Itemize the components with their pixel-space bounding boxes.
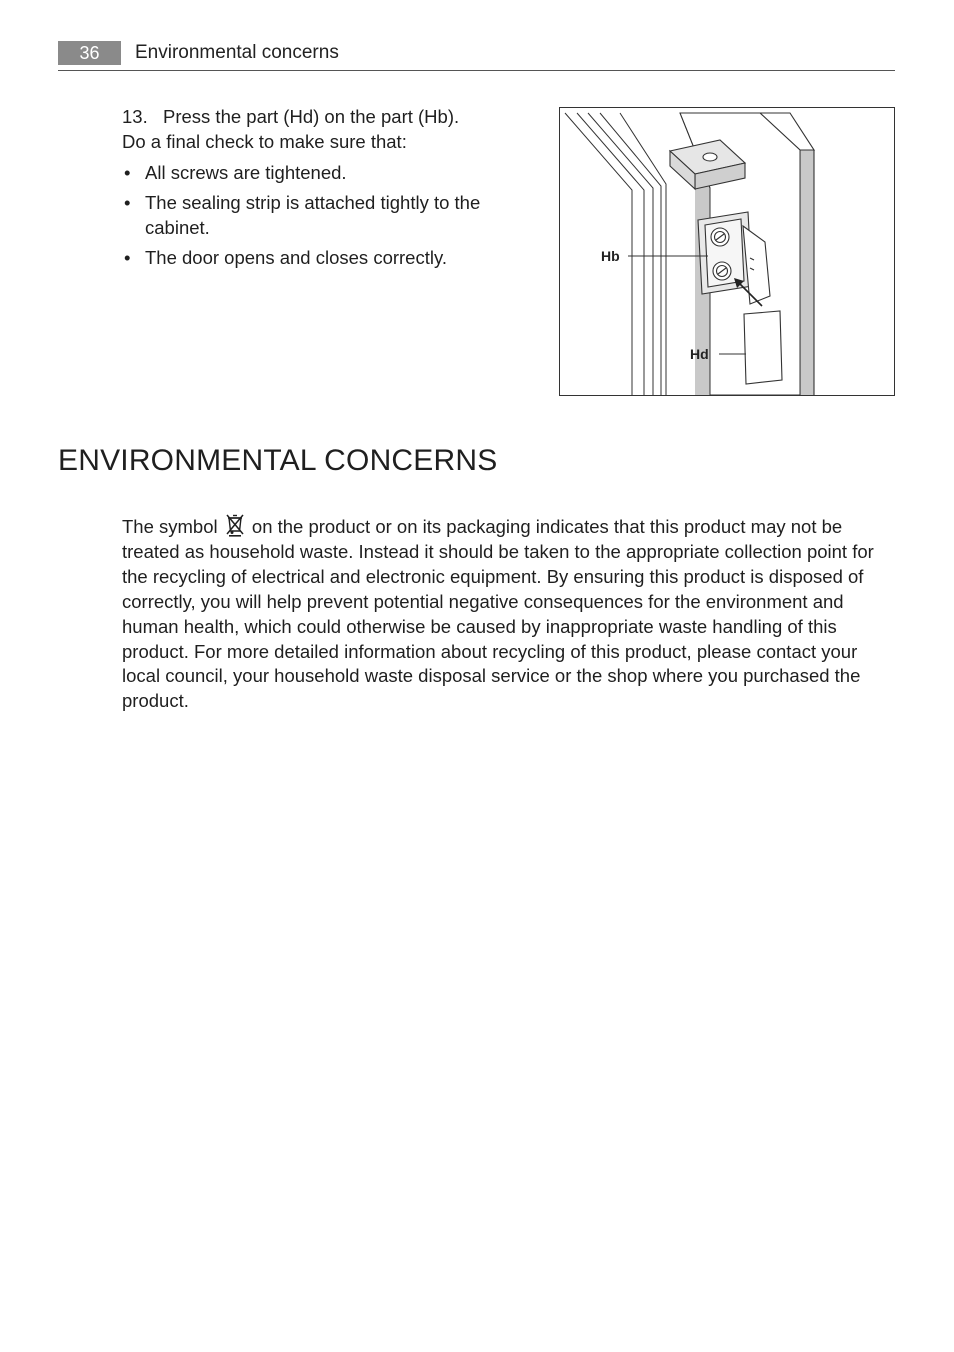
step-number: 13. xyxy=(122,106,148,127)
check-list-item: • The sealing strip is attached tightly to the cabinet. xyxy=(122,190,522,240)
door-hinge-illustration xyxy=(559,107,895,396)
step-text: Press the part (Hd) on the part (Hb). xyxy=(163,106,460,127)
check-intro: Do a final check to make sure that: xyxy=(122,131,407,152)
page-header xyxy=(58,40,895,72)
step-instruction xyxy=(122,104,522,129)
section-title: ENVIRONMENTAL CONCERNS xyxy=(58,444,498,477)
check-list xyxy=(122,160,522,270)
header-divider xyxy=(58,70,895,71)
check-list-item: • All screws are tightened. xyxy=(122,160,522,185)
hb-label: Hb xyxy=(601,248,620,264)
page-number: 36 xyxy=(58,41,121,65)
header-title: Environmental concerns xyxy=(135,42,339,63)
crossed-out-wheelie-bin-icon xyxy=(225,513,245,537)
paragraph-lead: The symbol xyxy=(122,516,218,537)
step-13 xyxy=(122,104,522,275)
environment-paragraph xyxy=(122,513,892,714)
check-list-item: • The door opens and closes correctly. xyxy=(122,245,522,270)
paragraph-body: on the product or on its packaging indicates that this product may not be treated as household waste. Instead it should be taken to the appropriate collection point for the recycling of electrical and electronic equipment. By ensuring this product is disposed of correctly, you will help prevent potential negative consequences for the environment and human health, which could otherwise be caused by inappropriate waste handling of this product. For more detailed information about recycling of this product, please contact your local council, your household waste disposal service or the shop where you purchased the product. xyxy=(122,516,874,712)
hinge-part-hd xyxy=(744,311,782,384)
hd-label: Hd xyxy=(690,346,709,362)
